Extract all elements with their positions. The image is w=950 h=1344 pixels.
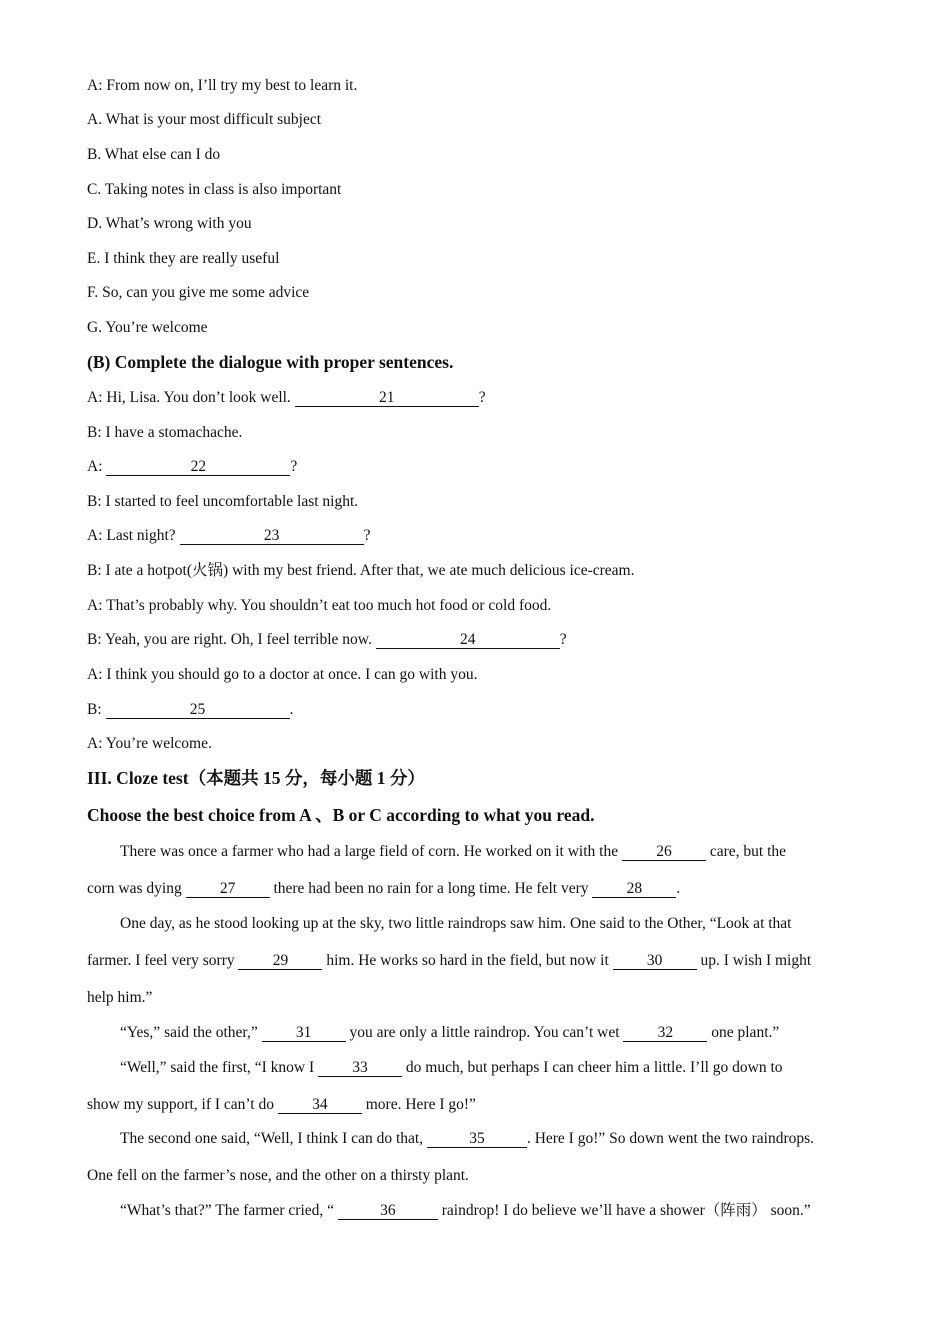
dialogue-line-2: B: I have a stomachache. [87,424,243,441]
dialogue-text: . [289,701,294,718]
blank-34[interactable]: 34 [278,1096,362,1114]
blank-36[interactable]: 36 [338,1202,438,1220]
cloze-text: . [676,880,681,897]
cloze-text: The second one said, “Well, I think I can do that, [120,1130,427,1147]
blank-24[interactable]: 24 [376,631,560,649]
cloze-text: “Well,” said the first, “I know I [120,1059,319,1076]
option-e: E. I think they are really useful [87,250,280,267]
cloze-text: you are only a little raindrop. You can’t wet [345,1024,624,1041]
dialogue-text: A: Hi, Lisa. You don’t look well. [87,389,295,406]
cloze-text: farmer. I feel very sorry [87,952,239,969]
blank-22[interactable]: 22 [106,458,290,476]
dialogue-line-11: A: You’re welcome. [87,735,212,752]
cloze-text: raindrop! I do believe we’ll have a shower（阵雨） soon.” [437,1202,811,1219]
cloze-line [87,1095,476,1115]
cloze-text: there had been no rain for a long time. He felt very [269,880,593,897]
blank-35[interactable]: 35 [427,1130,527,1148]
blank-26[interactable]: 26 [622,843,706,861]
blank-30[interactable]: 30 [613,952,697,970]
dialogue-line-4: B: I started to feel uncomfortable last night. [87,493,359,510]
option-f: F. So, can you give me some advice [87,284,310,301]
blank-23[interactable]: 23 [180,527,364,545]
cloze-text: “Yes,” said the other,” [120,1024,262,1041]
cloze-text: There was once a farmer who had a large field of corn. He worked on it with the [120,843,622,860]
blank-21[interactable]: 21 [295,389,479,407]
dialogue-text: ? [478,389,486,406]
section-b-heading: (B) Complete the dialogue with proper sentences. [87,352,454,372]
cloze-text: up. I wish I might [696,952,812,969]
blank-28[interactable]: 28 [592,880,676,898]
dialogue-text: A: Last night? [87,527,180,544]
cloze-line: One day, as he stood looking up at the sky, two little raindrops saw him. One said to the Other, “Look at that [120,915,792,932]
blank-25[interactable]: 25 [106,701,290,719]
cloze-text: “What’s that?” The farmer cried, “ [120,1202,338,1219]
cloze-text: . Here I go!” So down went the two raindrops. [526,1130,815,1147]
option-c: C. Taking notes in class is also important [87,181,342,198]
option-line: A: From now on, I’ll try my best to learn it. [87,77,358,94]
blank-29[interactable]: 29 [238,952,322,970]
cloze-text: him. He works so hard in the field, but now it [322,952,613,969]
dialogue-line-9: A: I think you should go to a doctor at once. I can go with you. [87,666,478,683]
cloze-text: corn was dying [87,880,186,897]
cloze-text: show my support, if I can’t do [87,1096,278,1113]
option-d: D. What’s wrong with you [87,215,252,232]
option-a: A. What is your most difficult subject [87,111,322,128]
dialogue-line-5 [87,526,370,546]
dialogue-line-1 [87,388,486,408]
cloze-text: care, but the [705,843,787,860]
cloze-line [87,879,680,899]
cloze-line [120,1058,783,1078]
cloze-line [87,951,811,971]
cloze-line [120,842,786,862]
dialogue-line-6: B: I ate a hotpot(火锅) with my best friend. After that, we ate much delicious ice-cream. [87,562,635,579]
cloze-line [120,1129,814,1149]
option-g: G. You’re welcome [87,319,208,336]
dialogue-line-7: A: That’s probably why. You shouldn’t eat too much hot food or cold food. [87,597,552,614]
blank-31[interactable]: 31 [262,1024,346,1042]
dialogue-text: ? [559,631,567,648]
section-iii-heading: III. Cloze test（本题共 15 分，每小题 1 分） [87,768,425,788]
blank-32[interactable]: 32 [623,1024,707,1042]
cloze-line [120,1201,811,1221]
dialogue-text: B: Yeah, you are right. Oh, I feel terrible now. [87,631,376,648]
cloze-text: do much, but perhaps I can cheer him a little. I’ll go down to [402,1059,783,1076]
dialogue-text: B: [87,701,106,718]
blank-33[interactable]: 33 [318,1059,402,1077]
cloze-text: more. Here I go!” [361,1096,476,1113]
dialogue-text: A: [87,458,107,475]
dialogue-line-3 [87,457,297,477]
dialogue-line-10 [87,700,293,720]
section-iii-instruction: Choose the best choice from A 、B or C according to what you read. [87,805,595,825]
cloze-line: help him.” [87,989,153,1006]
cloze-line: One fell on the farmer’s nose, and the other on a thirsty plant. [87,1167,469,1184]
cloze-text: one plant.” [707,1024,780,1041]
option-b: B. What else can I do [87,146,221,163]
blank-27[interactable]: 27 [186,880,270,898]
dialogue-text: ? [290,458,298,475]
dialogue-line-8 [87,630,567,650]
cloze-line [120,1023,779,1043]
dialogue-text: ? [363,527,371,544]
